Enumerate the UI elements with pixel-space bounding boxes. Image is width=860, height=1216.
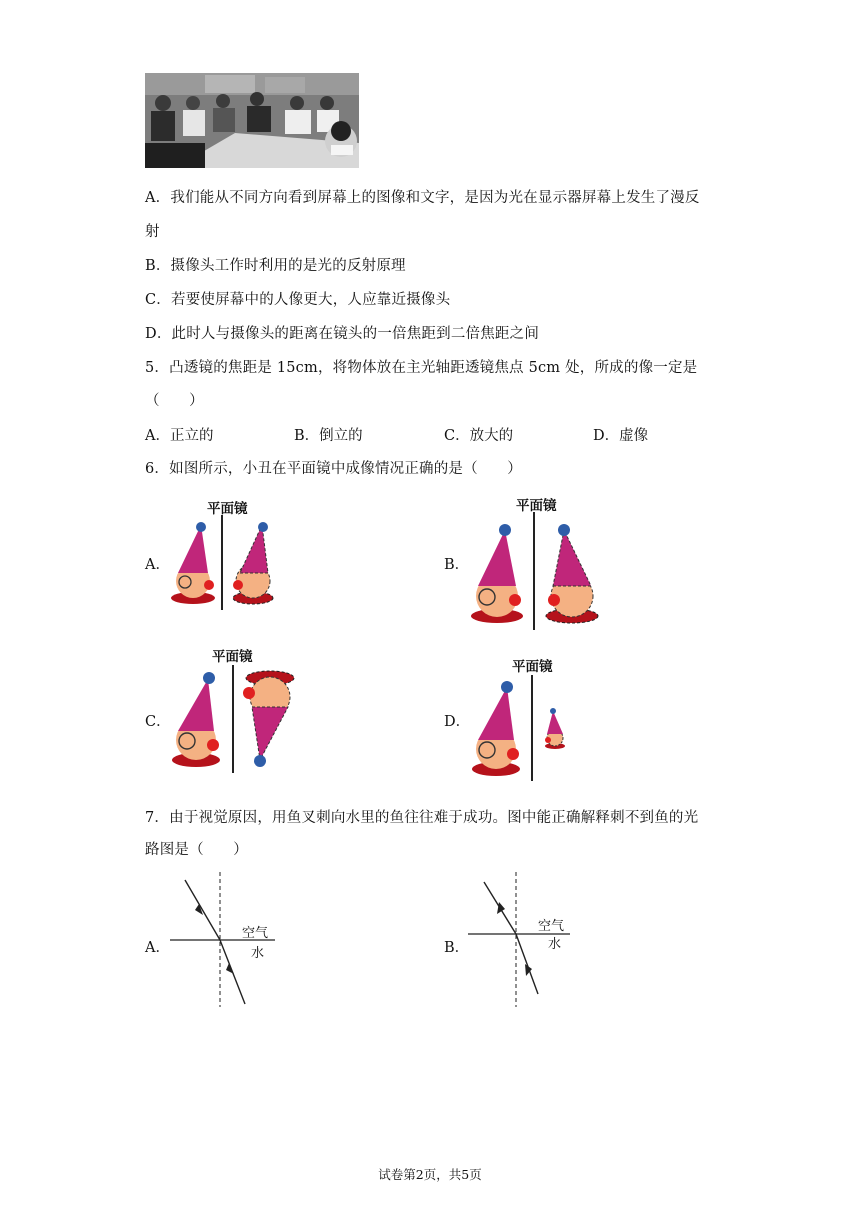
q5-option-d: D．虚像: [593, 428, 649, 444]
q7-stem-line2: 路图是（ ）: [145, 842, 248, 858]
q6-label-c: C．: [145, 714, 171, 730]
q7-figure-a: [165, 872, 285, 1012]
q7-b-air-label: 空气: [538, 919, 565, 934]
meeting-photo: [145, 73, 359, 168]
q6-b-mirror-title: 平面镜: [516, 498, 557, 514]
q6-label-d: D．: [444, 714, 471, 730]
q5-option-a: A．正立的: [145, 428, 214, 444]
q6-c-mirror-title: 平面镜: [212, 649, 253, 665]
q4-option-a-line1: A．我们能从不同方向看到屏幕上的图像和文字，是因为光在显示器屏幕上发生了漫反: [145, 190, 700, 206]
q5-option-b: B．倒立的: [294, 428, 363, 444]
page-footer: 试卷第2页，共5页: [378, 1167, 482, 1182]
q5-option-c: C．放大的: [444, 428, 514, 444]
q6-label-b: B．: [444, 557, 470, 573]
q7-stem-line1: 7．由于视觉原因，用鱼叉刺向水里的鱼往往难于成功。图中能正确解释刺不到鱼的光: [145, 810, 699, 826]
q6-figure-b: [465, 512, 615, 632]
q6-figure-c: [165, 665, 315, 775]
q4-option-d: D．此时人与摄像头的距离在镜头的一倍焦距到二倍焦距之间: [145, 326, 540, 342]
q7-a-water-label: 水: [251, 946, 265, 961]
q6-figure-d: [465, 675, 615, 785]
q4-option-c: C．若要使屏幕中的人像更大，人应靠近摄像头: [145, 292, 451, 308]
q5-stem-line2: （ ）: [145, 393, 204, 409]
q7-figure-b: [462, 872, 582, 1012]
q7-b-water-label: 水: [548, 937, 562, 952]
q7-label-b: B．: [444, 940, 470, 956]
q7-a-air-label: 空气: [242, 926, 269, 941]
q6-d-mirror-title: 平面镜: [512, 659, 553, 675]
q7-label-a: A．: [145, 940, 170, 956]
q6-stem: 6．如图所示，小丑在平面镜中成像情况正确的是（ ）: [145, 461, 522, 477]
q6-a-mirror-title: 平面镜: [207, 501, 248, 517]
q5-stem-line1: 5．凸透镜的焦距是 15cm，将物体放在主光轴距透镜焦点 5cm 处，所成的像一定是: [145, 360, 698, 376]
q6-label-a: A．: [145, 557, 170, 573]
q6-figure-a: [165, 515, 315, 615]
q4-option-a-line2: 射: [145, 224, 160, 240]
q4-option-b: B．摄像头工作时利用的是光的反射原理: [145, 258, 406, 274]
